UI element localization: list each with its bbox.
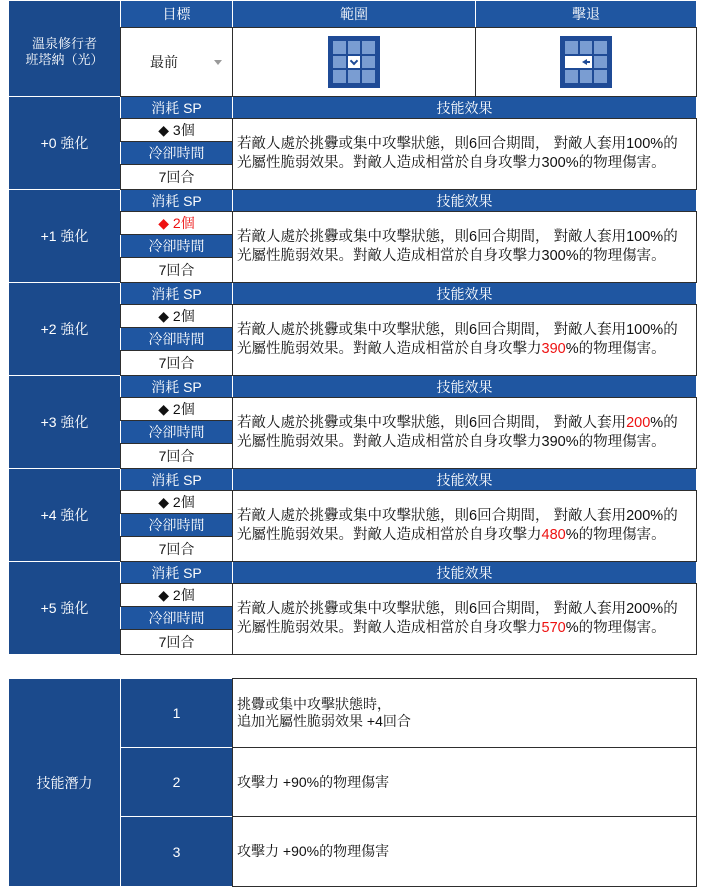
cooldown-value: 7回合: [121, 351, 232, 375]
effect-text: 若敵人處於挑釁或集中攻擊狀態，則6回合期間， 對敵人套用: [237, 508, 627, 524]
potential-label: 技能潛力: [9, 679, 120, 886]
effect-value: 100: [626, 322, 651, 338]
skill-effect-description: [233, 305, 696, 375]
chevron-down-icon: [214, 60, 222, 65]
character-name: 班塔納（光）: [25, 51, 104, 67]
knockback-grid-cell: [580, 70, 593, 83]
effect-line: [237, 321, 678, 340]
cooldown-header: 冷卻時間: [121, 607, 232, 629]
cooldown-header: 冷卻時間: [121, 328, 232, 350]
skill-effect-header: 技能效果: [233, 469, 696, 490]
effect-text: %的: [650, 229, 678, 245]
effect-text: %的: [650, 322, 678, 338]
sp-cost-value: ◆ 2個: [121, 584, 232, 606]
effect-text: 若敵人處於挑釁或集中攻擊狀態，則6回合期間， 對敵人套用: [237, 229, 627, 245]
range-grid-cell: [362, 41, 375, 54]
potential-line: 攻擊力 +90%的物理傷害: [237, 843, 390, 859]
arrow-stem: [586, 61, 590, 63]
effect-value: 480: [541, 527, 566, 543]
effect-value: 300: [541, 155, 566, 171]
enhancement-level-label: +5 強化: [9, 562, 120, 654]
cooldown-value: 7回合: [121, 165, 232, 189]
knockback-bar: [565, 56, 592, 69]
effect-value: 200: [626, 601, 651, 617]
range-grid-cell: [348, 70, 361, 83]
effect-text: %的物理傷害。: [565, 620, 666, 636]
range-grid-cell: [333, 56, 346, 69]
target-value: 最前: [150, 54, 178, 70]
cooldown-header: 冷卻時間: [121, 514, 232, 536]
character-title: 溫泉修行者: [31, 35, 97, 51]
range-cell: [233, 28, 475, 96]
effect-value: 100: [626, 229, 651, 245]
effect-line: [237, 228, 678, 247]
sp-cost-header: 消耗 SP: [121, 190, 232, 211]
knockback-grid-icon: [560, 36, 612, 88]
effect-value: 100: [626, 136, 651, 152]
sp-cost-header: 消耗 SP: [121, 469, 232, 490]
enhancement-level-label: +0 強化: [9, 97, 120, 189]
effect-value: 570: [541, 620, 566, 636]
effect-text: 光屬性脆弱效果。對敵人造成相當於自身攻擊力: [237, 620, 542, 636]
cooldown-header: 冷卻時間: [121, 235, 232, 257]
skill-potential-table: [8, 678, 697, 887]
range-grid-cell: [348, 41, 361, 54]
sp-cost-header: 消耗 SP: [121, 376, 232, 397]
effect-value: 390: [541, 341, 566, 357]
potential-level: 1: [121, 679, 232, 747]
effect-line: [237, 526, 666, 545]
skill-effect-description: [233, 584, 696, 654]
effect-text: 若敵人處於挑釁或集中攻擊狀態，則6回合期間， 對敵人套用: [237, 136, 627, 152]
sp-cost-value: ◆ 2個: [121, 212, 232, 234]
knockback-grid-cell: [594, 41, 607, 54]
target-dropdown[interactable]: [121, 28, 232, 96]
sp-cost-header: 消耗 SP: [121, 283, 232, 304]
chevron-down-icon: [350, 57, 358, 65]
effect-text: 若敵人處於挑釁或集中攻擊狀態，則6回合期間， 對敵人套用: [237, 601, 627, 617]
knockback-grid-cell: [594, 70, 607, 83]
potential-level: 3: [121, 817, 232, 886]
effect-line: [237, 507, 678, 526]
skill-table: [8, 0, 697, 655]
knockback-cell: [476, 28, 696, 96]
range-grid-cell: [333, 70, 346, 83]
skill-effect-description: [233, 491, 696, 561]
cooldown-value: 7回合: [121, 537, 232, 561]
potential-line: 追加光屬性脆弱效果 +4回合: [237, 713, 411, 729]
effect-text: %的: [650, 508, 678, 524]
range-grid-cell: [362, 70, 375, 83]
sp-cost-value: ◆ 2個: [121, 398, 232, 420]
effect-value: 300: [541, 248, 566, 264]
potential-description: [233, 679, 696, 747]
effect-text: 光屬性脆弱效果。對敵人造成相當於自身攻擊力: [237, 434, 542, 450]
enhancement-level-label: +2 強化: [9, 283, 120, 375]
sp-cost-value: ◆ 2個: [121, 491, 232, 513]
enhancement-level-label: +4 強化: [9, 469, 120, 561]
potential-line: 挑釁或集中攻擊狀態時，: [237, 696, 391, 712]
cooldown-value: 7回合: [121, 630, 232, 654]
cooldown-header: 冷卻時間: [121, 142, 232, 164]
sp-cost-header: 消耗 SP: [121, 562, 232, 583]
effect-text: 光屬性脆弱效果。對敵人造成相當於自身攻擊力: [237, 155, 542, 171]
effect-line: [237, 154, 666, 173]
effect-text: %的物理傷害。: [565, 248, 666, 264]
potential-description: [233, 817, 696, 886]
knockback-header: 擊退: [476, 1, 696, 27]
range-grid-cell: [362, 56, 375, 69]
potential-level: 2: [121, 748, 232, 816]
range-grid-cell: [333, 41, 346, 54]
effect-text: %的: [650, 136, 678, 152]
enhancement-level-label: +3 強化: [9, 376, 120, 468]
knockback-grid-cell: [565, 70, 578, 83]
range-header: 範圍: [233, 1, 475, 27]
effect-text: %的物理傷害。: [565, 155, 666, 171]
enhancement-level-label: +1 強化: [9, 190, 120, 282]
skill-effect-header: 技能效果: [233, 283, 696, 304]
effect-line: [237, 135, 678, 154]
effect-text: 若敵人處於挑釁或集中攻擊狀態，則6回合期間， 對敵人套用: [237, 415, 627, 431]
skill-effect-description: [233, 119, 696, 189]
skill-effect-header: 技能效果: [233, 190, 696, 211]
effect-text: 光屬性脆弱效果。對敵人造成相當於自身攻擊力: [237, 527, 542, 543]
potential-description: [233, 748, 696, 816]
range-target-cell: [348, 56, 361, 69]
effect-text: %的: [650, 601, 678, 617]
effect-line: [237, 340, 666, 359]
effect-text: %的物理傷害。: [565, 527, 666, 543]
effect-text: %的: [650, 415, 678, 431]
target-header: 目標: [121, 1, 232, 27]
effect-value: 200: [626, 415, 651, 431]
effect-text: %的物理傷害。: [565, 434, 666, 450]
cooldown-value: 7回合: [121, 444, 232, 468]
effect-line: [237, 619, 666, 638]
skill-effect-header: 技能效果: [233, 97, 696, 118]
effect-text: 光屬性脆弱效果。對敵人造成相當於自身攻擊力: [237, 341, 542, 357]
knockback-grid-cell: [594, 56, 607, 69]
effect-line: [237, 247, 666, 266]
skill-effect-description: [233, 398, 696, 468]
effect-line: [237, 600, 678, 619]
effect-line: [237, 414, 678, 433]
sp-cost-value: ◆ 3個: [121, 119, 232, 141]
effect-text: 若敵人處於挑釁或集中攻擊狀態，則6回合期間， 對敵人套用: [237, 322, 627, 338]
potential-line: 攻擊力 +90%的物理傷害: [237, 773, 390, 790]
character-name-cell: [9, 1, 120, 96]
effect-value: 200: [626, 508, 651, 524]
skill-effect-description: [233, 212, 696, 282]
range-grid-icon: [328, 36, 380, 88]
sp-cost-header: 消耗 SP: [121, 97, 232, 118]
knockback-grid-cell: [580, 41, 593, 54]
knockback-grid-cell: [565, 41, 578, 54]
cooldown-value: 7回合: [121, 258, 232, 282]
skill-effect-header: 技能效果: [233, 376, 696, 397]
skill-effect-header: 技能效果: [233, 562, 696, 583]
effect-text: 光屬性脆弱效果。對敵人造成相當於自身攻擊力: [237, 248, 542, 264]
effect-line: [237, 433, 666, 452]
effect-value: 390: [541, 434, 566, 450]
cooldown-header: 冷卻時間: [121, 421, 232, 443]
sp-cost-value: ◆ 2個: [121, 305, 232, 327]
effect-text: %的物理傷害。: [565, 341, 666, 357]
